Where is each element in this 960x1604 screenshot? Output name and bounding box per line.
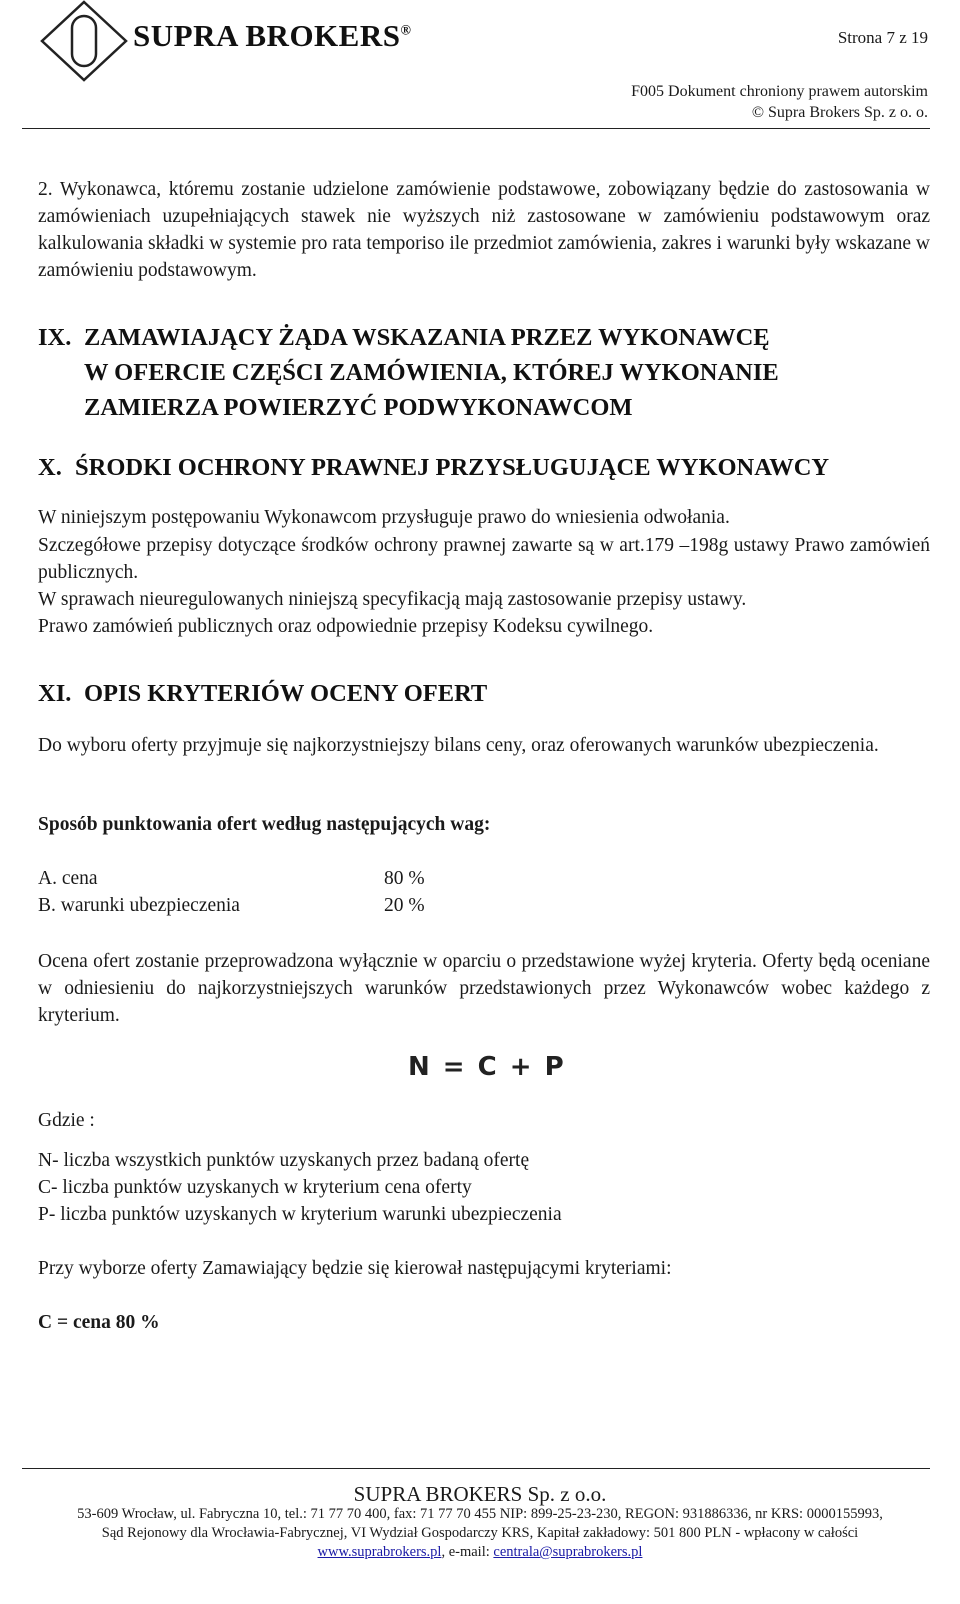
criterion-price: C = cena 80 %: [38, 1312, 160, 1333]
section-x-paragraph-2: Szczegółowe przepisy dotyczące środków ochrony prawnej zawarte są w art.179 –198g ustawy Prawo zamówień publicznych.: [38, 535, 930, 583]
copyright-owner: © Supra Brokers Sp. z o. o.: [751, 104, 928, 121]
page-number: Strona 7 z 19: [837, 28, 928, 47]
section-ix-number: IX.: [38, 324, 72, 351]
email-link[interactable]: centrala@suprabrokers.pl: [493, 1544, 643, 1560]
section-xi-title: OPIS KRYTERIÓW OCENY OFERT: [84, 680, 488, 707]
definition-c: C- liczba punktów uzyskanych w kryterium cena oferty: [38, 1177, 472, 1198]
section-x-paragraph-3: W sprawach nieuregulowanych niniejszą specyfikacją mają zastosowanie przepisy ustawy.: [38, 589, 747, 610]
section-ix-title-line3: ZAMIERZA POWIERZYĆ PODWYKONAWCOM: [84, 394, 633, 421]
section-x-number: X.: [38, 454, 62, 481]
footer-divider: [22, 1468, 930, 1469]
criteria-intro: Przy wyborze oferty Zamawiający będzie się kierował następującymi kryteriami:: [38, 1258, 672, 1279]
weight-label-b: B. warunki ubezpieczenia: [38, 895, 240, 916]
section-x-title: ŚRODKI OCHRONY PRAWNEJ PRZYSŁUGUJĄCE WYKONAWCY: [75, 454, 830, 481]
section-x-paragraph-4: Prawo zamówień publicznych oraz odpowiednie przepisy Kodeksu cywilnego.: [38, 616, 654, 637]
website-link[interactable]: www.suprabrokers.pl: [317, 1544, 442, 1560]
paragraph-supplementary-orders: 2. Wykonawca, któremu zostanie udzielone zamówienie podstawowe, zobowiązany będzie do zastosowania w zamówieniach uzupełniających stawek nie wyższych niż zastosowane w zamówieniu podstawowym oraz kalkulowania składki w systemie pro rata temporiso ile przedmiot zamówienia, zakres i warunki były wskazane w zamówieniu podstawowym.: [38, 179, 930, 281]
definition-n: N- liczba wszystkich punktów uzyskanych przez badaną ofertę: [38, 1150, 530, 1171]
registered-mark: ®: [400, 23, 412, 39]
section-ix-title-line1: ZAMAWIAJĄCY ŻĄDA WSKAZANIA PRZEZ WYKONAWCĘ: [84, 324, 770, 351]
where-label: Gdzie :: [38, 1110, 95, 1131]
footer-company-name: SUPRA BROKERS Sp. z o.o.: [353, 1482, 607, 1506]
section-x-paragraph-1: W niniejszym postępowaniu Wykonawcom przysługuje prawo do wniesienia odwołania.: [38, 507, 730, 528]
section-xi-number: XI.: [38, 680, 72, 707]
weight-value-a: 80 %: [384, 868, 425, 889]
email-label: , e-mail:: [441, 1544, 494, 1560]
footer-registration: Sąd Rejonowy dla Wrocławia-Fabrycznej, VI Wydział Gospodarczy KRS, Kapitał zakładowy: 501 800 PLN - wpłacony w całości: [101, 1525, 859, 1541]
company-logo-icon: [38, 0, 130, 82]
section-xi-intro: Do wyboru oferty przyjmuje się najkorzystniejszy bilans ceny, oraz oferowanych warunków ubezpieczenia.: [38, 735, 879, 756]
weights-heading: Sposób punktowania ofert według następujących wag:: [38, 814, 491, 835]
evaluation-paragraph: Ocena ofert zostanie przeprowadzona wyłącznie w oparciu o przedstawione wyżej kryteria. Oferty będą oceniane w odniesieniu do najkorzystniejszych warunków przedstawionych przez Wykonawców wobec każdego z kryterium.: [38, 951, 930, 1026]
header-divider: [22, 128, 930, 129]
definition-p: P- liczba punktów uzyskanych w kryterium warunki ubezpieczenia: [38, 1204, 562, 1225]
footer-contact: [0, 1544, 960, 1561]
weight-value-b: 20 %: [384, 895, 425, 916]
footer-address: 53-609 Wrocław, ul. Fabryczna 10, tel.: 71 77 70 400, fax: 71 77 70 455 NIP: 899-25-23-230, REGON: 931886336, nr KRS: 0000155993,: [77, 1506, 883, 1522]
brand-name: SUPRA BROKERS®: [133, 18, 412, 53]
section-ix-title-line2: W OFERCIE CZĘŚCI ZAMÓWIENIA, KTÓREJ WYKONANIE: [84, 359, 779, 386]
weight-label-a: A. cena: [38, 868, 98, 889]
scoring-formula: N = C + P: [408, 1052, 566, 1082]
copyright-notice: F005 Dokument chroniony prawem autorskim: [631, 83, 928, 100]
